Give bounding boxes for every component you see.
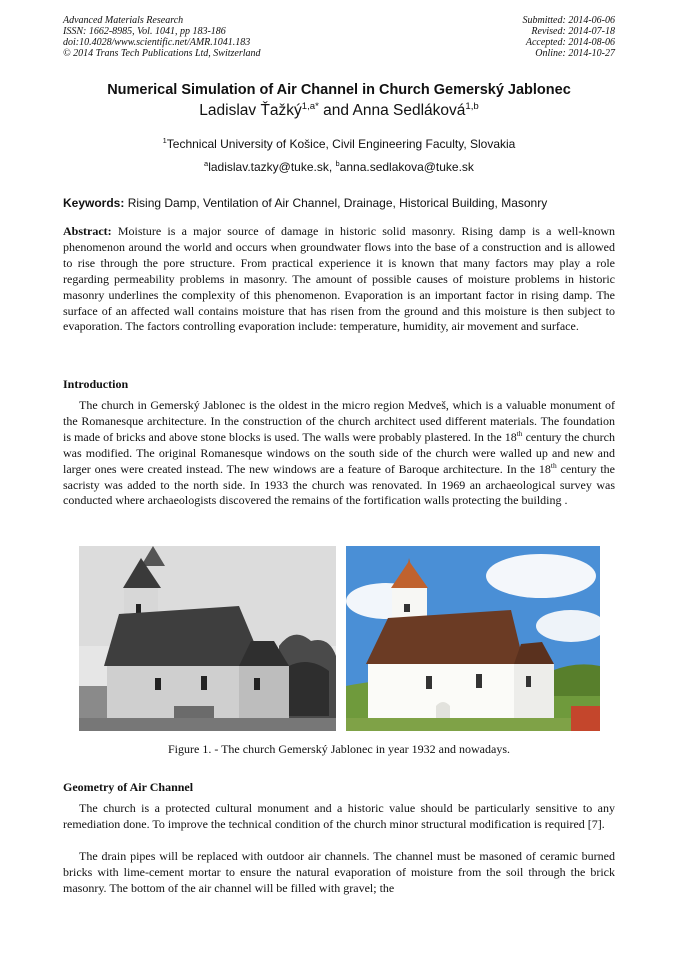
email-a-mark: a xyxy=(204,159,209,168)
introduction-heading: Introduction xyxy=(63,377,129,391)
author-2: Anna Sedláková xyxy=(352,102,466,119)
church-photo-nowadays xyxy=(346,546,600,731)
intro-text-3: century the sacristy was added to the north side. In 1933 the church was renovated. In 1969 an archaeological survey was conducted where archaeologists discovered the remains of the fortification walls protecting the building . xyxy=(63,461,615,508)
email-separator: , xyxy=(328,160,336,174)
keywords-label: Keywords: xyxy=(63,196,125,210)
church-1932-illustration xyxy=(79,546,336,731)
doi: doi:10.4028/www.scientific.net/AMR.1041.183 xyxy=(63,37,251,48)
affiliation-text: Technical University of Košice, Civil Engineering Faculty, Slovakia xyxy=(166,137,516,151)
geometry-heading: Geometry of Air Channel xyxy=(63,780,194,794)
author-emails xyxy=(0,160,678,174)
intro-sup-1: th xyxy=(516,428,523,438)
journal-info xyxy=(63,15,261,59)
author-1-affiliation-mark: 1,a* xyxy=(301,100,319,112)
author-1: Ladislav Ťažký xyxy=(199,102,302,119)
accepted-date: Accepted: 2014-08-06 xyxy=(525,37,615,48)
email-b-mark: b xyxy=(335,159,340,168)
email-b[interactable]: anna.sedlakova@tuke.sk xyxy=(339,160,474,174)
email-a[interactable]: ladislav.tazky@tuke.sk xyxy=(208,160,329,174)
affiliation xyxy=(0,137,678,151)
copyright: © 2014 Trans Tech Publications Ltd, Switzerland xyxy=(63,48,261,59)
intro-text-2: century the church was modified. The original Romanesque windows on the south side of the church were walled up and new and larger ones were created instead. The new windows are a feature of Baroque architecture. In the 18 xyxy=(63,429,615,476)
intro-sup-2: th xyxy=(550,460,557,470)
journal-name: Advanced Materials Research xyxy=(63,15,184,26)
revised-date: Revised: 2014-07-18 xyxy=(531,26,615,37)
geometry-paragraph-2: The drain pipes will be replaced with outdoor air channels. The channel must be masoned of ceramic burned bricks with lime-cement mortar to ensure the natural evaporation of moisture from the soil through the brick masonry. The bottom of the air channel will be filled with gravel; the xyxy=(63,849,615,895)
paper-title: Numerical Simulation of Air Channel in Church Gemerský Jablonec xyxy=(107,82,571,98)
figure-caption: Figure 1. - The church Gemerský Jablonec in year 1932 and nowadays. xyxy=(167,742,510,756)
author-list xyxy=(0,102,678,120)
abstract-label: Abstract: xyxy=(63,224,112,238)
keywords xyxy=(63,196,615,210)
author-2-affiliation-mark: 1,b xyxy=(465,100,479,112)
online-date: Online: 2014-10-27 xyxy=(535,48,615,59)
affiliation-mark: 1 xyxy=(162,136,167,145)
church-nowadays-illustration xyxy=(346,546,600,731)
submitted-date: Submitted: 2014-06-06 xyxy=(522,15,615,26)
abstract xyxy=(63,224,615,335)
geometry-paragraph-1: The church is a protected cultural monument and a historic value should be particularly sensitive to any remediation done. To improve the technical condition of the church minor structural modification is required [7]. xyxy=(63,801,615,831)
journal-header xyxy=(63,15,615,59)
church-photo-1932 xyxy=(79,546,336,731)
issn: ISSN: 1662-8985, Vol. 1041, pp 183-186 xyxy=(63,26,226,37)
intro-text-1: The church in Gemerský Jablonec is the oldest in the micro region Medveš, which is a valuable monument of the Romanesque architecture. In the construction of the church architect used different materials. The foundation is made of bricks and above stone blocks is used. The walls were probably plastered. In the 18 xyxy=(63,398,615,444)
publication-dates xyxy=(523,15,616,59)
abstract-text: Moisture is a major source of damage in historic solid masonry. Rising damp is a well-known phenomenon around the world and occurs when groundwater flows into the base of a construction and is allowed to rise through the pore structure. From practical experience it is known that many factors may play a role regarding permeability problems in masonry. The amount of possible causes of moisture problems in historic masonry underlines the complexity of this phenomenon. Evaporation is an important factor in rising damp. The surface of an affected wall contains moisture that has risen from the ground and this moisture is then subject to evaporation. The factors controlling evaporation include: temperature, humidity, air movement and surface. xyxy=(63,224,615,334)
author-conjunction: and xyxy=(318,102,353,119)
keywords-text: Rising Damp, Ventilation of Air Channel, Drainage, Historical Building, Masonry xyxy=(124,196,548,210)
introduction-paragraph xyxy=(63,398,615,509)
